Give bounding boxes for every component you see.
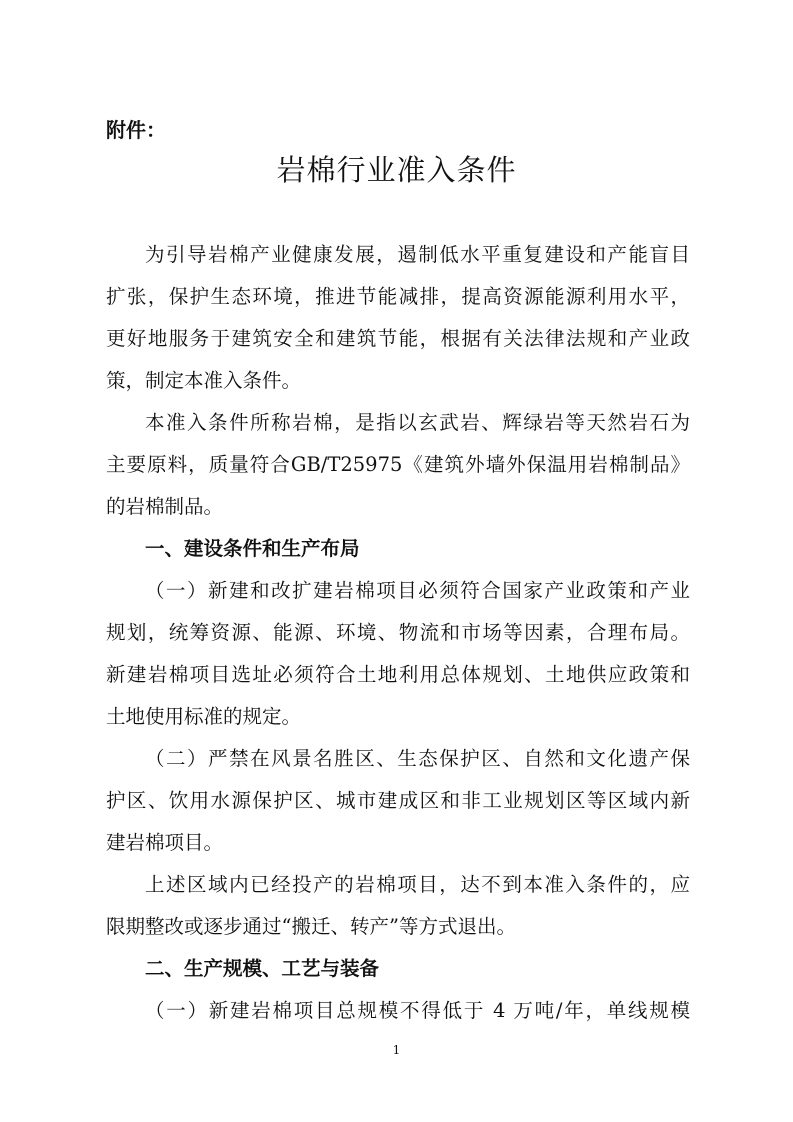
paragraph-line: 规划，统筹资源、能源、环境、物流和市场等因素，合理布局。 bbox=[106, 621, 690, 644]
attachment-label: 附件： bbox=[106, 118, 166, 142]
section-heading: 一、建设条件和生产布局 bbox=[145, 537, 360, 560]
paragraph-line: 上述区域内已经投产的岩棉项目，达不到本准入条件的，应 bbox=[145, 873, 690, 896]
section-heading: 二、生产规模、工艺与装备 bbox=[145, 957, 380, 980]
paragraph-line: 新建岩棉项目选址必须符合土地利用总体规划、土地供应政策和 bbox=[106, 663, 690, 686]
document-title: 岩棉行业准入条件 bbox=[276, 153, 517, 187]
paragraph-line: 主要原料，质量符合GB/T25975《建筑外墙外保温用岩棉制品》 bbox=[106, 453, 690, 476]
paragraph-line: （二）严禁在风景名胜区、生态保护区、自然和文化遗产保 bbox=[145, 747, 690, 770]
paragraph-line: 策，制定本准入条件。 bbox=[106, 369, 302, 392]
paragraph-line: （一）新建和改扩建岩棉项目必须符合国家产业政策和产业 bbox=[145, 579, 690, 602]
paragraph-line: 建岩棉项目。 bbox=[106, 831, 224, 854]
paragraph-line: 的岩棉制品。 bbox=[106, 495, 224, 518]
paragraph-line: 为引导岩棉产业健康发展，遏制低水平重复建设和产能盲目 bbox=[145, 243, 690, 266]
paragraph-line: 本准入条件所称岩棉，是指以玄武岩、辉绿岩等天然岩石为 bbox=[145, 411, 690, 434]
paragraph-line: （一）新建岩棉项目总规模不得低于 4 万吨/年，单线规模 bbox=[145, 999, 690, 1022]
paragraph-line: 护区、饮用水源保护区、城市建成区和非工业规划区等区域内新 bbox=[106, 789, 690, 812]
paragraph-line: 更好地服务于建筑安全和建筑节能，根据有关法律法规和产业政 bbox=[106, 327, 690, 350]
page-number: 1 bbox=[392, 1043, 401, 1057]
paragraph-line: 限期整改或逐步通过“搬迁、转产”等方式退出。 bbox=[106, 915, 516, 938]
paragraph-line: 土地使用标准的规定。 bbox=[106, 705, 302, 728]
paragraph-line: 扩张，保护生态环境，推进节能减排，提高资源能源利用水平， bbox=[106, 285, 690, 308]
